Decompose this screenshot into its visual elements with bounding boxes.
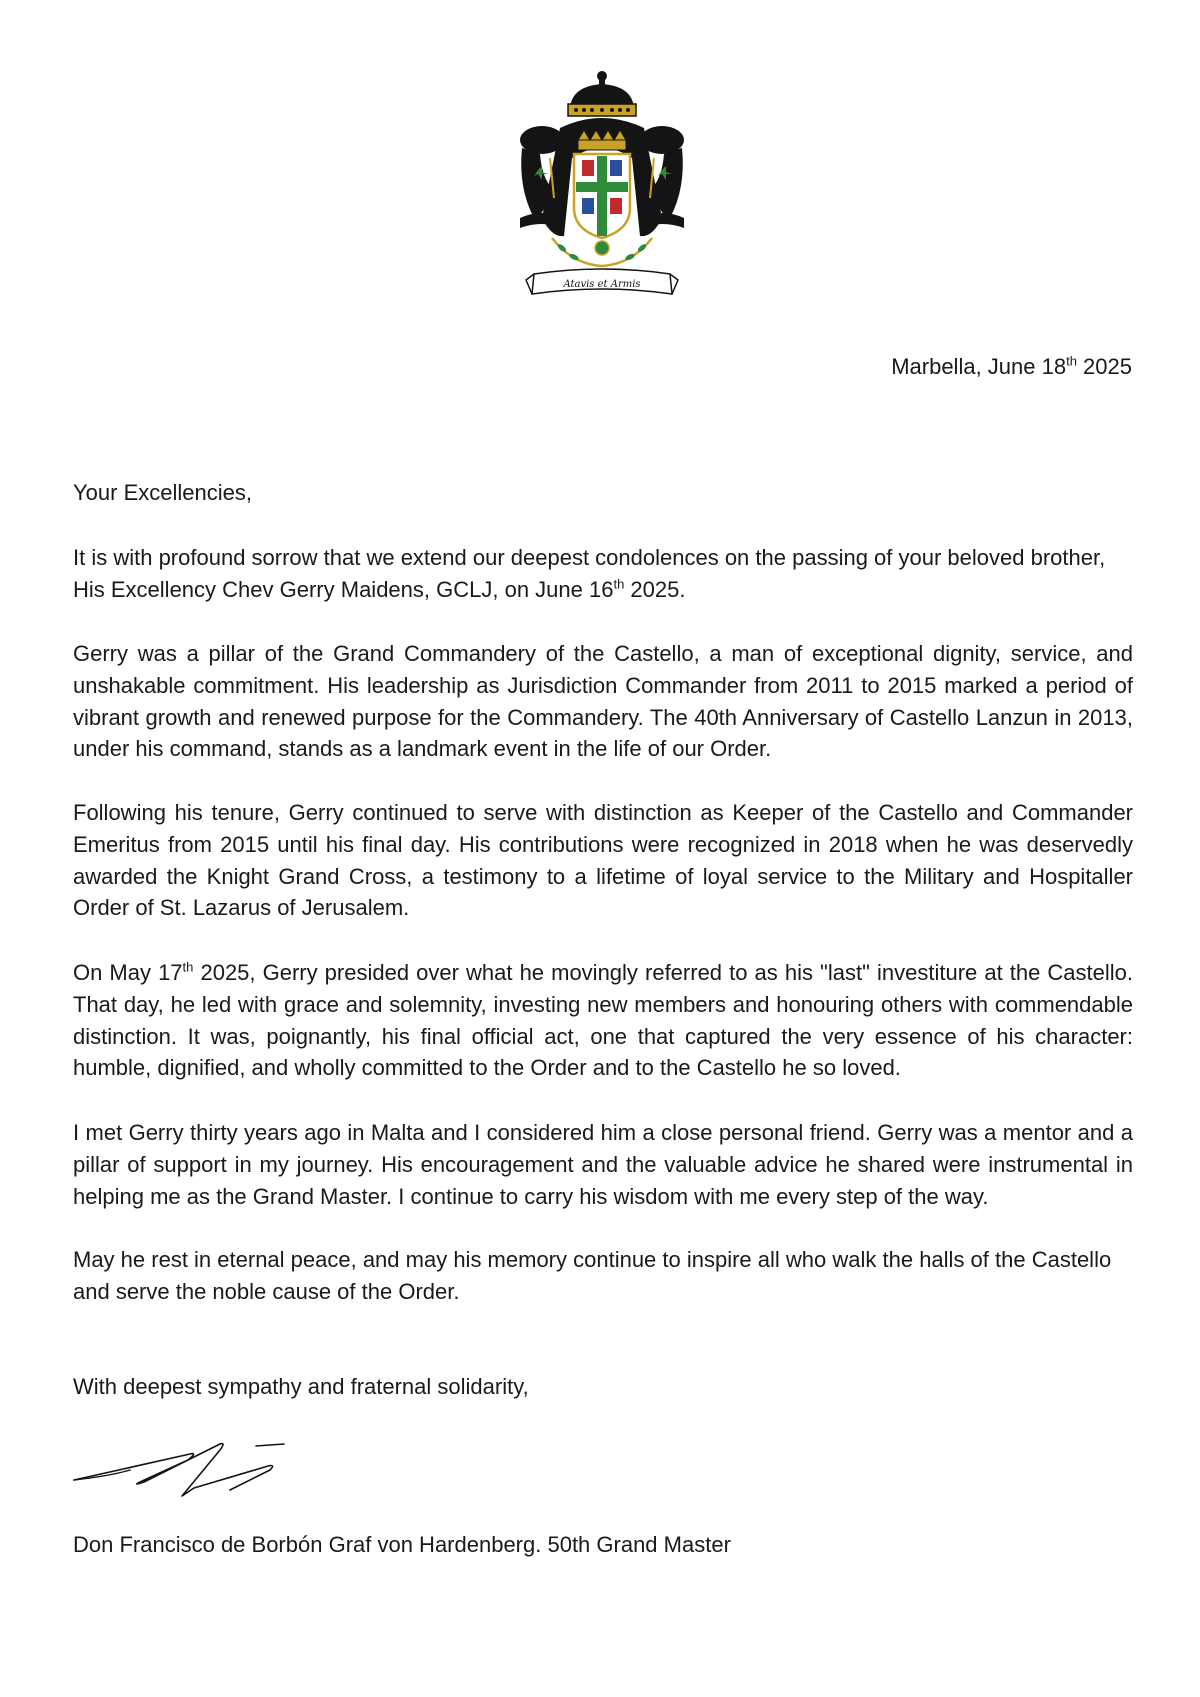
paragraph-tenure: Following his tenure, Gerry continued to serve with distinction as Keeper of the Castello and Commander Emeritus from 2015 until his final day. His contributions were recognized in 2018 when he was deservedly awarded the Knight Grand Cross, a testimony to a lifetime of loyal service to the Military and Hospitaller Order of St. Lazarus of Jerusalem. (73, 800, 1133, 921)
paragraph-condolence: It is with profound sorrow that we extend our deepest condolences on the passing of your beloved brother, His Excellency Chev Gerry Maidens, GCLJ, on June 16th 2025. (73, 545, 1106, 602)
signer-name: Don Francisco de Borbón Graf von Hardenberg. 50th Grand Master (73, 1532, 731, 1557)
paragraph-pillar: Gerry was a pillar of the Grand Commandery of the Castello, a man of exceptional dignity, service, and unshakable commitment. His leadership as Jurisdiction Commander from 2011 to 2015 marked a period of vibrant growth and renewed purpose for the Commandery. The 40th Anniversary of Castello Lanzun in 2013, under his command, stands as a landmark event in the life of our Order. (73, 641, 1133, 762)
salutation: Your Excellencies, (73, 480, 252, 505)
closing-line: With deepest sympathy and fraternal solidarity, (73, 1374, 529, 1399)
paragraph-friendship: I met Gerry thirty years ago in Malta and I considered him a close personal friend. Gerry was a mentor and a pillar of support in my journey. His encouragement and the valuable advice he shared were instrumental in helping me as the Grand Master. I continue to carry his wisdom with me every step of the way. (73, 1120, 1133, 1209)
paragraph-farewell: May he rest in eternal peace, and may his memory continue to inspire all who walk the halls of the Castello and serve the noble cause of the Order. (73, 1247, 1112, 1304)
letter-date: Marbella, June 18th 2025 (891, 353, 1132, 379)
svg-text:Atavis et Armis: Atavis et Armis (563, 279, 641, 290)
coat-of-arms-logo (512, 68, 692, 304)
paragraph-investiture: On May 17th 2025, Gerry presided over what he movingly referred to as his "last" investiture at the Castello. That day, he led with grace and solemnity, investing new members and honouring others with commendable distinction. It was, poignantly, his final official act, one that captured the very essence of his character: humble, dignified, and wholly committed to the Order and to the Castello he so loved. (73, 959, 1134, 1081)
handwritten-signature (70, 1430, 320, 1500)
